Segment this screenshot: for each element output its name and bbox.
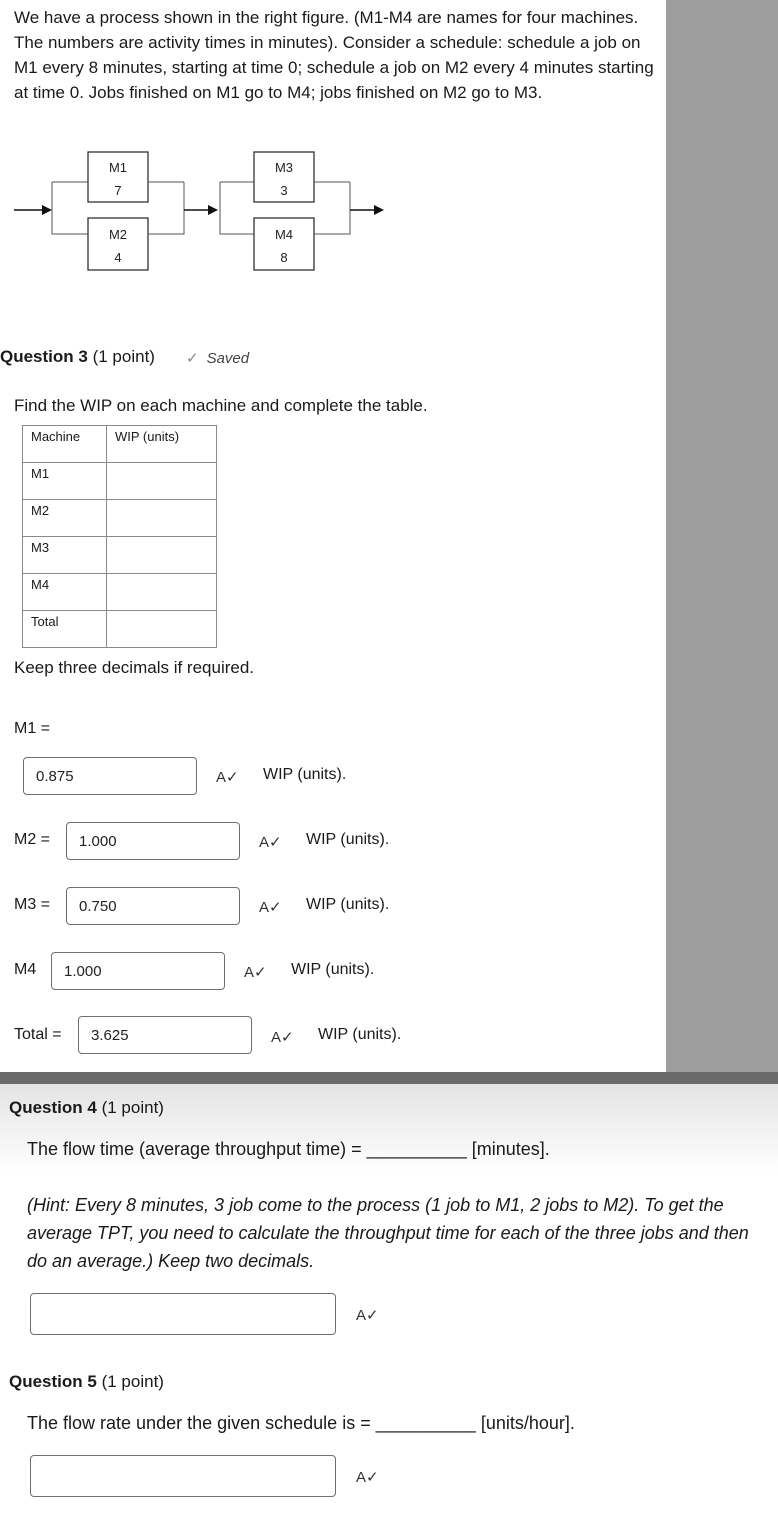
keep-decimals-note: Keep three decimals if required. <box>14 658 255 677</box>
m4-label: M4 <box>274 227 294 242</box>
checkmark-icon: ✓ <box>186 350 199 367</box>
process-diagram <box>0 140 420 290</box>
row-cell <box>107 537 217 574</box>
spellcheck-icon[interactable]: A✓ <box>356 1307 379 1324</box>
question-5-text: The flow rate under the given schedule is = __________ [units/hour]. <box>27 1413 575 1433</box>
table-row <box>23 574 217 611</box>
row-cell <box>107 463 217 500</box>
saved-status: ✓ Saved <box>186 350 250 367</box>
total-answer-label: Total = <box>14 1026 62 1043</box>
flow-rate-input[interactable] <box>30 1455 336 1497</box>
spellcheck-icon[interactable]: A✓ <box>259 899 282 916</box>
question-3-prompt: Find the WIP on each machine and complete the table. <box>14 396 428 415</box>
m4-time: 8 <box>280 250 288 265</box>
m4-answer-label: M4 <box>14 961 37 978</box>
header-wip: WIP (units) <box>107 426 217 463</box>
wip-table <box>22 425 217 648</box>
intro-text: We have a process shown in the right figure. (M1-M4 are names for four machines. The numbers are activity times in minutes). Consider a schedule: schedule a job on M1 every 8 minutes, starting at time 0; schedule a job on M2 every 4 minutes starting at time 0. Jobs finished on M1 go to M4; jobs finished on M2 go to M3. <box>14 8 654 102</box>
row-label: M1 <box>23 463 107 500</box>
question-3-title: Question 3 (1 point) <box>0 347 155 366</box>
row-label: Total <box>23 611 107 648</box>
m3-unit: WIP (units). <box>306 896 390 913</box>
m2-unit: WIP (units). <box>306 831 390 848</box>
m3-time: 3 <box>280 183 288 198</box>
section-divider <box>0 1072 778 1084</box>
m2-label: M2 <box>108 227 128 242</box>
row-cell <box>107 500 217 537</box>
spellcheck-icon[interactable]: A✓ <box>271 1029 294 1046</box>
total-answer-input[interactable]: 3.625 <box>78 1016 252 1054</box>
m4-unit: WIP (units). <box>291 961 375 978</box>
table-header-row <box>23 426 217 463</box>
question-4-hint: (Hint: Every 8 minutes, 3 job come to the process (1 job to M1, 2 jobs to M2). To get the average TPT, you need to calculate the throughput time for each of the three jobs and then do an average.) Keep two decimals. <box>27 1195 749 1271</box>
m4-answer-input[interactable]: 1.000 <box>51 952 225 990</box>
row-cell <box>107 611 217 648</box>
total-unit: WIP (units). <box>318 1026 402 1043</box>
m1-answer-label: M1 = <box>14 720 51 737</box>
table-row <box>23 537 217 574</box>
m2-time: 4 <box>114 250 122 265</box>
row-label: M3 <box>23 537 107 574</box>
header-machine: Machine <box>23 426 107 463</box>
m1-label: M1 <box>108 160 128 175</box>
m1-time: 7 <box>114 183 122 198</box>
spellcheck-icon[interactable]: A✓ <box>356 1469 379 1486</box>
m3-answer-label: M3 = <box>14 896 51 913</box>
row-label: M4 <box>23 574 107 611</box>
question-5-title: Question 5 (1 point) <box>9 1372 164 1391</box>
m3-answer-input[interactable]: 0.750 <box>66 887 240 925</box>
m1-answer-input[interactable]: 0.875 <box>23 757 197 795</box>
table-row <box>23 463 217 500</box>
spellcheck-icon[interactable]: A✓ <box>244 964 267 981</box>
question-4-text: The flow time (average throughput time) = __________ [minutes]. <box>27 1139 550 1159</box>
flow-time-input[interactable] <box>30 1293 336 1335</box>
m1-unit: WIP (units). <box>263 766 347 783</box>
m2-answer-label: M2 = <box>14 831 51 848</box>
table-row <box>23 611 217 648</box>
grey-sidebar <box>666 0 778 1072</box>
question-4-title: Question 4 (1 point) <box>9 1098 164 1117</box>
m3-label: M3 <box>274 160 294 175</box>
spellcheck-icon[interactable]: A✓ <box>216 769 239 786</box>
row-cell <box>107 574 217 611</box>
m2-answer-input[interactable]: 1.000 <box>66 822 240 860</box>
spellcheck-icon[interactable]: A✓ <box>259 834 282 851</box>
table-row <box>23 500 217 537</box>
row-label: M2 <box>23 500 107 537</box>
